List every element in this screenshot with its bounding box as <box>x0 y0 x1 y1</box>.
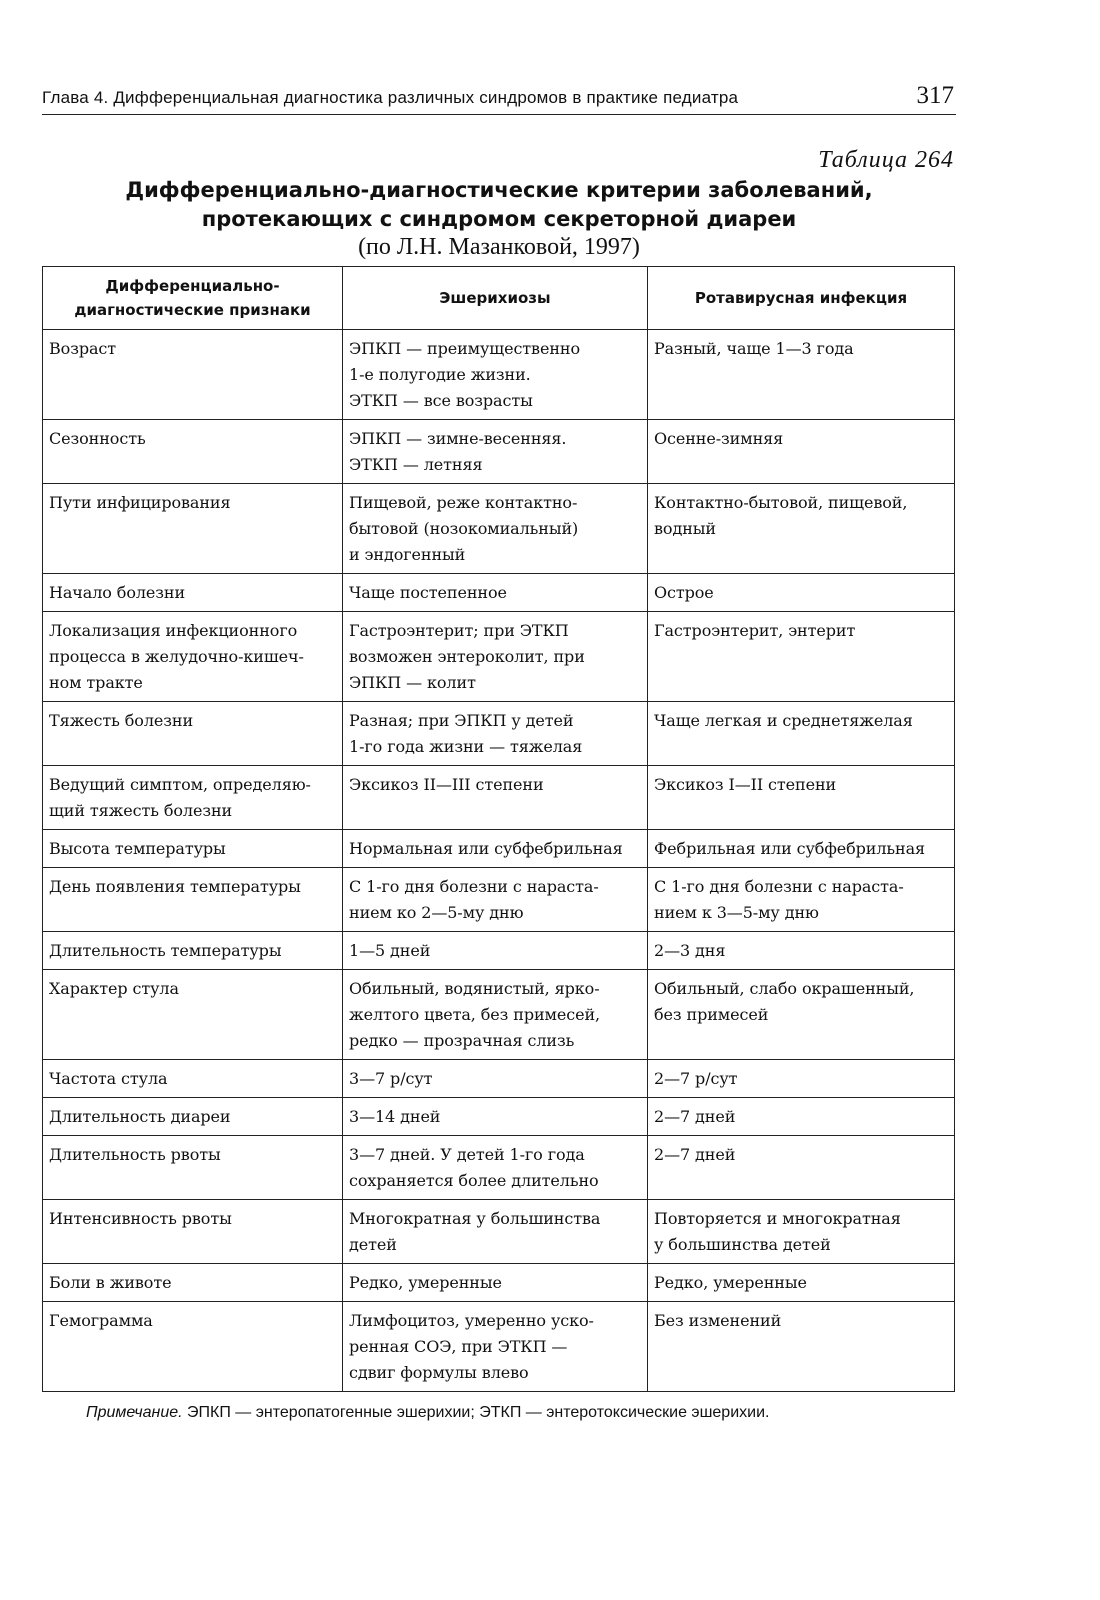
escherichiosis-cell <box>343 484 648 574</box>
cell-line: Пищевой, реже контактно- <box>349 493 578 512</box>
cell-line: Нормальная или субфебрильная <box>349 839 623 858</box>
rotavirus-cell <box>648 612 955 702</box>
table-title-line-2: протекающих с синдромом секреторной диареи <box>201 207 797 231</box>
table-row <box>43 830 955 868</box>
criterion-cell <box>43 484 343 574</box>
criterion-cell <box>43 868 343 932</box>
cell-line: Гемограмма <box>49 1311 153 1330</box>
criterion-cell <box>43 1060 343 1098</box>
cell-line: 3—7 дней. У детей 1-го года <box>349 1145 585 1164</box>
cell-line: День появления температуры <box>49 877 301 896</box>
cell-line: Интенсивность рвоты <box>49 1209 232 1228</box>
cell-line: Чаще легкая и среднетяжелая <box>654 711 913 730</box>
cell-line: Эшерихиозы <box>439 289 551 307</box>
cell-line: Редко, умеренные <box>654 1273 807 1292</box>
cell-line: Тяжесть болезни <box>49 711 194 730</box>
criterion-cell <box>43 612 343 702</box>
table-label: Таблица 264 <box>818 147 954 173</box>
table-row <box>43 766 955 830</box>
criterion-cell <box>43 932 343 970</box>
cell-line: водный <box>654 519 716 538</box>
criterion-cell <box>43 1098 343 1136</box>
cell-line: Ведущий симптом, определяю- <box>49 775 311 794</box>
table-body <box>43 330 955 1392</box>
cell-line: ЭПКП — преимущественно <box>349 339 580 358</box>
cell-line: Контактно-бытовой, пищевой, <box>654 493 908 512</box>
cell-line: Эксикоз I—II степени <box>654 775 837 794</box>
escherichiosis-cell <box>343 1136 648 1200</box>
cell-line: 2—7 р/сут <box>654 1069 738 1088</box>
cell-line: бытовой (нозокомиальный) <box>349 519 579 538</box>
cell-line: редко — прозрачная слизь <box>349 1031 575 1050</box>
cell-line: Острое <box>654 583 714 602</box>
escherichiosis-cell <box>343 612 648 702</box>
note-text: ЭПКП — энтеропатогенные эшерихии; ЭТКП — энтеротоксические эшерихии. <box>182 1404 770 1421</box>
cell-line: без примесей <box>654 1005 769 1024</box>
rotavirus-cell <box>648 1098 955 1136</box>
table-row <box>43 574 955 612</box>
cell-line: Гастроэнтерит; при ЭТКП <box>349 621 569 640</box>
table-row <box>43 484 955 574</box>
header-rotavirus <box>648 267 955 330</box>
cell-line: Боли в животе <box>49 1273 172 1292</box>
criterion-cell <box>43 1302 343 1392</box>
cell-line: 1—5 дней <box>349 941 431 960</box>
cell-line: Сезонность <box>49 429 146 448</box>
table-source: (по Л.Н. Мазанковой, 1997) <box>358 234 640 260</box>
table-row <box>43 868 955 932</box>
cell-line: желтого цвета, без примесей, <box>349 1005 601 1024</box>
cell-line: и эндогенный <box>349 545 466 564</box>
criterion-cell <box>43 830 343 868</box>
rotavirus-cell <box>648 484 955 574</box>
table-row <box>43 420 955 484</box>
cell-line: Чаще постепенное <box>349 583 507 602</box>
cell-line: Гастроэнтерит, энтерит <box>654 621 856 640</box>
rotavirus-cell <box>648 970 955 1060</box>
cell-line: ренная СОЭ, при ЭТКП — <box>349 1337 568 1356</box>
note-label: Примечание. <box>86 1404 183 1421</box>
cell-line: процесса в желудочно-кишеч- <box>49 647 304 666</box>
rotavirus-cell <box>648 1264 955 1302</box>
cell-line: Без изменений <box>654 1311 782 1330</box>
table-row <box>43 612 955 702</box>
cell-line: Пути инфицирования <box>49 493 231 512</box>
cell-line: Осенне-зимняя <box>654 429 784 448</box>
cell-line: Обильный, водянистый, ярко- <box>349 979 600 998</box>
table-title-line-1: Дифференциально-диагностические критерии заболеваний, <box>125 178 873 202</box>
rotavirus-cell <box>648 766 955 830</box>
cell-line: С 1-го дня болезни с нараста- <box>349 877 599 896</box>
table-row <box>43 1302 955 1392</box>
header-escherichiosis <box>343 267 648 330</box>
escherichiosis-cell <box>343 766 648 830</box>
running-header-text: Глава 4. Дифференциальная диагностика различных синдромов в практике педиатра <box>42 88 739 107</box>
cell-line: ЭТКП — летняя <box>349 455 483 474</box>
header-criteria <box>43 267 343 330</box>
page-number: 317 <box>916 82 954 109</box>
rotavirus-cell <box>648 420 955 484</box>
rotavirus-cell <box>648 330 955 420</box>
table-header <box>43 267 955 330</box>
cell-line: Обильный, слабо окрашенный, <box>654 979 915 998</box>
criterion-cell <box>43 702 343 766</box>
cell-line: Фебрильная или субфебрильная <box>654 839 926 858</box>
cell-line: ЭТКП — все возрасты <box>349 391 533 410</box>
escherichiosis-cell <box>343 1302 648 1392</box>
cell-line: 2—7 дней <box>654 1107 736 1126</box>
rotavirus-cell <box>648 1136 955 1200</box>
escherichiosis-cell <box>343 1098 648 1136</box>
criterion-cell <box>43 1136 343 1200</box>
cell-line: Частота стула <box>49 1069 168 1088</box>
cell-line: 2—3 дня <box>654 941 726 960</box>
cell-line: ЭПКП — колит <box>349 673 476 692</box>
criterion-cell <box>43 574 343 612</box>
criterion-cell <box>43 1264 343 1302</box>
escherichiosis-cell <box>343 830 648 868</box>
cell-line: Ротавирусная инфекция <box>694 289 908 307</box>
cell-line: С 1-го дня болезни с нараста- <box>654 877 904 896</box>
cell-line: щий тяжесть болезни <box>49 801 233 820</box>
header-row <box>43 267 955 330</box>
escherichiosis-cell <box>343 1060 648 1098</box>
rotavirus-cell <box>648 830 955 868</box>
escherichiosis-cell <box>343 330 648 420</box>
escherichiosis-cell <box>343 702 648 766</box>
cell-line: Повторяется и многократная <box>654 1209 901 1228</box>
cell-line: диагностические признаки <box>74 301 311 319</box>
rotavirus-cell <box>648 574 955 612</box>
rotavirus-cell <box>648 702 955 766</box>
criterion-cell <box>43 330 343 420</box>
table-row <box>43 330 955 420</box>
criterion-cell <box>43 766 343 830</box>
cell-line: Высота температуры <box>49 839 226 858</box>
table-row <box>43 1264 955 1302</box>
cell-line: Разная; при ЭПКП у детей <box>349 711 574 730</box>
rotavirus-cell <box>648 868 955 932</box>
escherichiosis-cell <box>343 574 648 612</box>
rotavirus-cell <box>648 1302 955 1392</box>
cell-line: 3—14 дней <box>349 1107 441 1126</box>
rotavirus-cell <box>648 1060 955 1098</box>
cell-line: ЭПКП — зимне-весенняя. <box>349 429 567 448</box>
table-row <box>43 1098 955 1136</box>
cell-line: Характер стула <box>49 979 179 998</box>
table-row <box>43 1060 955 1098</box>
cell-line: возможен энтероколит, при <box>349 647 585 666</box>
cell-line: Редко, умеренные <box>349 1273 502 1292</box>
escherichiosis-cell <box>343 868 648 932</box>
table-row <box>43 1136 955 1200</box>
rotavirus-cell <box>648 1200 955 1264</box>
cell-line: у большинства детей <box>654 1235 831 1254</box>
cell-line: 3—7 р/сут <box>349 1069 433 1088</box>
cell-line: сохраняется более длительно <box>349 1171 599 1190</box>
cell-line: 1-е полугодие жизни. <box>349 365 531 384</box>
cell-line: Длительность температуры <box>49 941 282 960</box>
cell-line: 2—7 дней <box>654 1145 736 1164</box>
escherichiosis-cell <box>343 970 648 1060</box>
running-header <box>42 82 956 115</box>
escherichiosis-cell <box>343 1264 648 1302</box>
cell-line: нием к 3—5-му дню <box>654 903 819 922</box>
criterion-cell <box>43 420 343 484</box>
table-note <box>86 1404 769 1422</box>
cell-line: нием ко 2—5-му дню <box>349 903 524 922</box>
cell-line: Начало болезни <box>49 583 186 602</box>
cell-line: детей <box>349 1235 397 1254</box>
cell-line: Разный, чаще 1—3 года <box>654 339 854 358</box>
escherichiosis-cell <box>343 1200 648 1264</box>
cell-line: Локализация инфекционного <box>49 621 298 640</box>
cell-line: Длительность диареи <box>49 1107 231 1126</box>
cell-line: Лимфоцитоз, умеренно уско- <box>349 1311 594 1330</box>
criterion-cell <box>43 970 343 1060</box>
cell-line: Длительность рвоты <box>49 1145 221 1164</box>
cell-line: Многократная у большинства <box>349 1209 601 1228</box>
cell-line: Эксикоз II—III степени <box>349 775 544 794</box>
cell-line: Возраст <box>49 339 117 358</box>
criteria-table <box>42 266 955 1392</box>
rotavirus-cell <box>648 932 955 970</box>
table-row <box>43 932 955 970</box>
escherichiosis-cell <box>343 932 648 970</box>
table-row <box>43 702 955 766</box>
criterion-cell <box>43 1200 343 1264</box>
table-row <box>43 1200 955 1264</box>
table-row <box>43 970 955 1060</box>
escherichiosis-cell <box>343 420 648 484</box>
cell-line: Дифференциально- <box>105 277 280 295</box>
cell-line: сдвиг формулы влево <box>349 1363 529 1382</box>
cell-line: ном тракте <box>49 673 143 692</box>
cell-line: 1-го года жизни — тяжелая <box>349 737 583 756</box>
